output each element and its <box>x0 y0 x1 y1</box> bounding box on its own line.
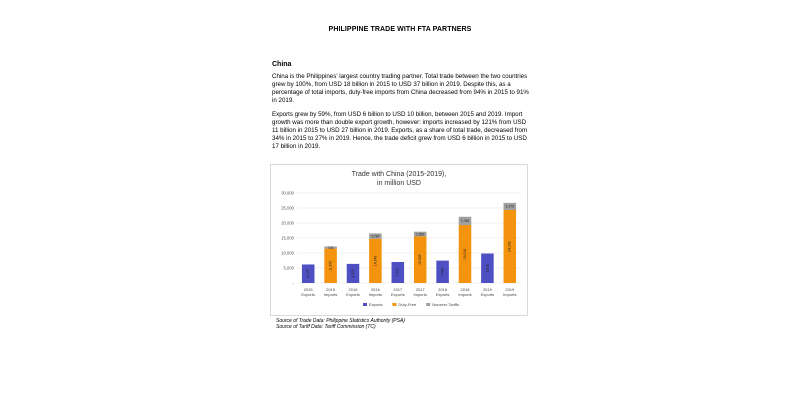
data-label: 14,743 <box>373 255 378 267</box>
x-tick-label: Exports <box>480 292 495 297</box>
chart-title: Trade with China (2015-2019), <box>351 171 447 178</box>
y-tick-label: 25,000 <box>281 205 294 211</box>
data-label: 2,370 <box>505 204 515 209</box>
section-heading: China <box>272 61 292 68</box>
data-label: 6,373 <box>350 269 355 278</box>
x-tick-label: 2015 <box>326 287 336 292</box>
x-tick-label: Imports <box>323 292 338 297</box>
y-tick-label: 10,000 <box>281 250 294 256</box>
legend-label: Duty-Free <box>398 302 417 307</box>
data-label: 726 <box>327 245 334 250</box>
paragraph: China is the Philippines' largest country trading partner. Total trade between the two countries grew by 100%, from USD 18 billion in 2015 to USD 37 billion in 2019. Despite this, as a percentage of total imports, duty-free imports from China decreased from 94% in 2015 to 91% in 2019. <box>272 73 529 105</box>
y-tick-label: 15,000 <box>281 235 294 241</box>
y-tick-label: 20,000 <box>281 220 294 226</box>
data-label: 15,549 <box>418 254 423 265</box>
data-label: 24,332 <box>507 241 512 252</box>
x-tick-label: 2019 <box>505 287 515 292</box>
legend-swatch <box>392 303 396 306</box>
legend-swatch <box>426 303 430 306</box>
data-label: 1,787 <box>371 234 380 239</box>
y-tick-label: 30,000 <box>281 190 294 196</box>
trade-chart <box>270 164 528 316</box>
x-tick-label: 2018 <box>460 287 470 292</box>
x-tick-label: 2016 <box>348 287 358 292</box>
x-tick-label: 2016 <box>370 287 380 292</box>
x-tick-label: Imports <box>458 292 472 297</box>
page-title: PHILIPPINE TRADE WITH FTA PARTNERS <box>328 26 472 33</box>
x-tick-label: Imports <box>368 292 383 297</box>
x-tick-label: Exports <box>435 292 450 297</box>
data-label: 7,009 <box>395 268 400 277</box>
chart-svg <box>271 165 527 315</box>
legend-label: Nonzero Tariffs <box>432 302 459 307</box>
x-tick-label: Imports <box>413 292 427 297</box>
data-label: 9,818 <box>485 264 490 273</box>
x-tick-label: 2017 <box>393 287 403 292</box>
x-tick-label: 2017 <box>415 287 425 292</box>
x-tick-label: Exports <box>301 292 315 297</box>
chart-title: in million USD <box>377 180 421 187</box>
source-note: Source of Trade Data: Philippine Statistics Authority (PSA) <box>276 318 405 324</box>
data-label: 19,316 <box>462 248 467 260</box>
x-tick-label: 2015 <box>303 287 313 292</box>
x-tick-label: 2019 <box>482 287 492 292</box>
legend-label: Exports <box>369 302 383 307</box>
x-tick-label: Imports <box>503 292 517 297</box>
data-label: 11,472 <box>328 260 333 271</box>
legend-swatch <box>363 303 367 306</box>
y-tick-label: 5,000 <box>283 265 294 271</box>
paragraph: Exports grew by 59%, from USD 6 billion to USD 10 billion, between 2015 and 2019. Import growth was more than double export growth, however: imports increased by 121% from USD 11 billion in 2015 to USD 27 billion in 2019. Exports, as a share of total trade, decreased from 34% in 2015 to 27% in 2019. Hence, the trade deficit grew from USD 6 billion in 2015 to USD 17 billion in 2019. <box>272 111 528 151</box>
y-tick-label: - <box>292 280 294 286</box>
source-note: Source of Tariff Data: Tariff Commission (TC) <box>276 324 376 330</box>
x-tick-label: 2018 <box>438 287 448 292</box>
data-label: 1,552 <box>415 232 425 237</box>
data-label: 7,464 <box>440 267 445 277</box>
x-tick-label: Exports <box>391 292 405 297</box>
x-tick-label: Exports <box>346 292 360 297</box>
data-label: 2,760 <box>460 219 470 224</box>
data-label: 6,175 <box>306 269 311 278</box>
